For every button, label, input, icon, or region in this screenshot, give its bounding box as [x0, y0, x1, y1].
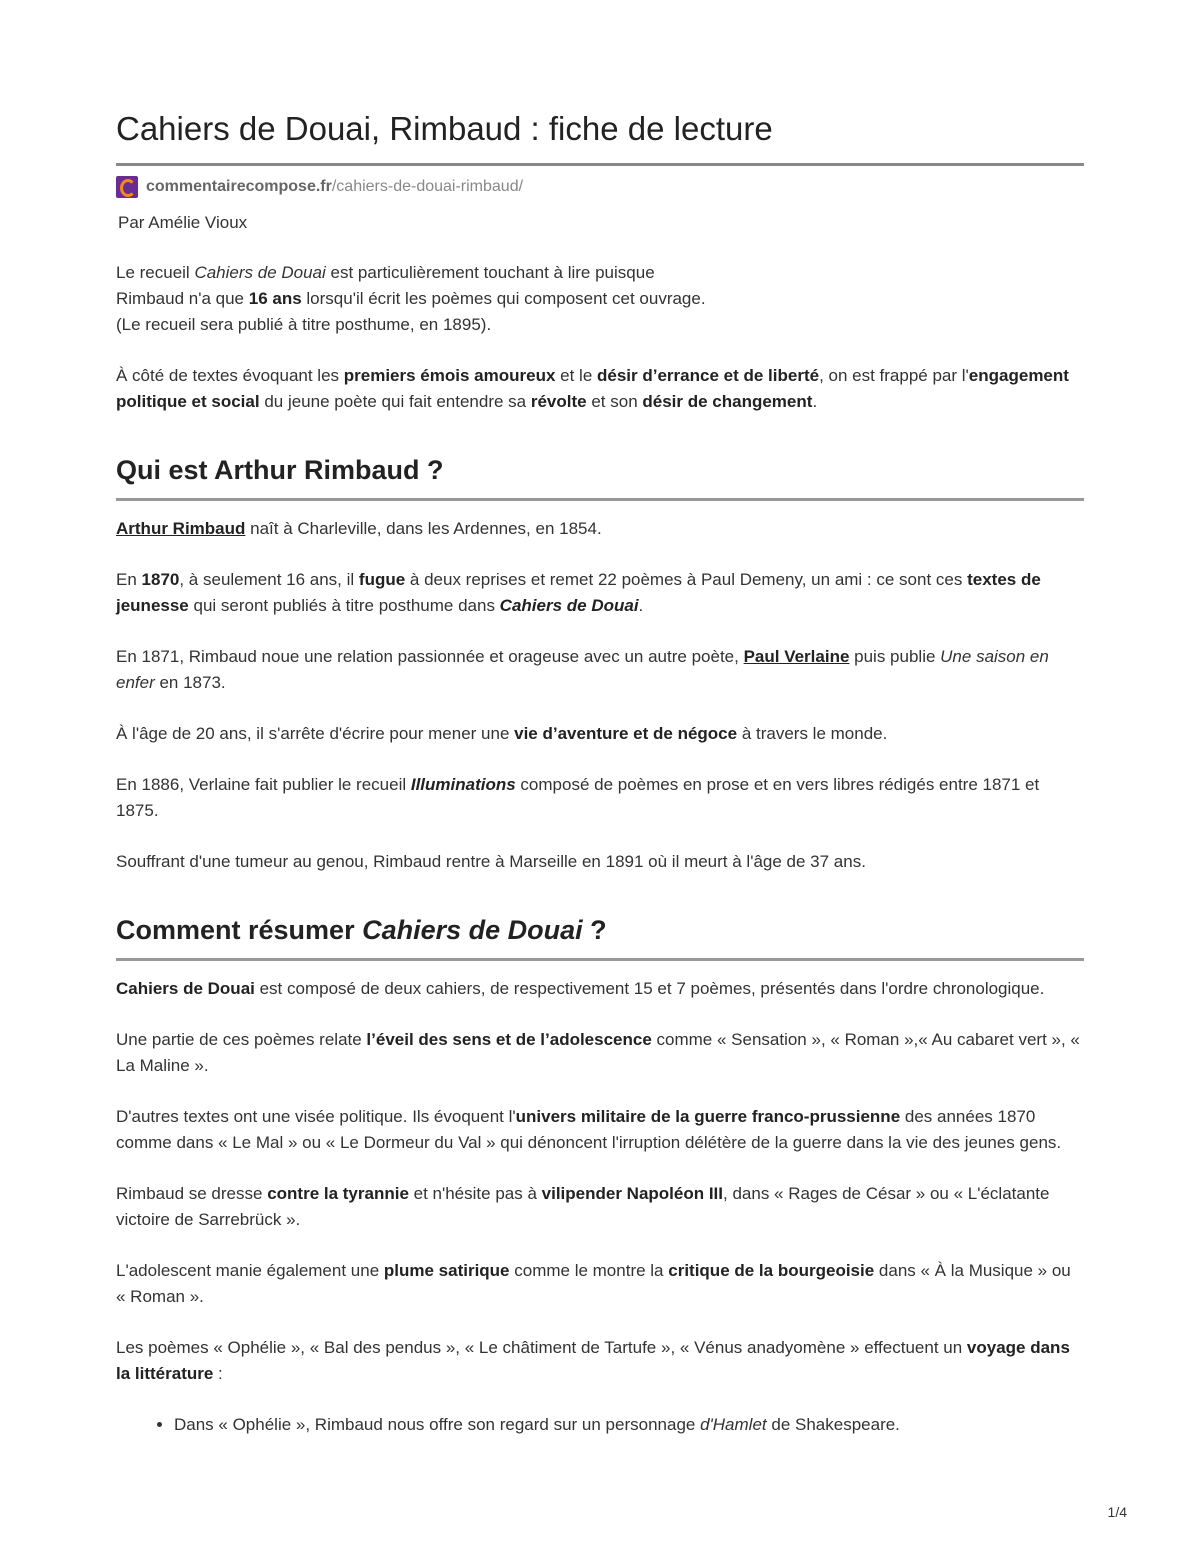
summary-paragraph-3: D'autres textes ont une visée politique. Ils évoquent l'univers militaire de la guerre franco-prussienne des années 1870 comme dans « Le Mal » ou « Le Dormeur du Val » qui dénoncent l'irruption délétère de la guerre dans la vie des jeunes gens. — [116, 1107, 1062, 1153]
summary-paragraph-5: L'adolescent manie également une plume satirique comme le montre la critique de la bourgeoisie dans « À la Musique » ou « Roman ». — [116, 1261, 1071, 1307]
author-byline: Par Amélie Vioux — [118, 212, 248, 232]
paul-verlaine-link[interactable]: Paul Verlaine — [743, 646, 850, 666]
summary-paragraph-4: Rimbaud se dresse contre la tyrannie et n'hésite pas à vilipender Napoléon III, dans « Rages de César » ou « L'éclatante victoire de Sarrebrück ». — [116, 1184, 1050, 1230]
page-title: Cahiers de Douai, Rimbaud : fiche de lecture — [116, 108, 1084, 166]
arthur-rimbaud-link[interactable]: Arthur Rimbaud — [116, 518, 246, 538]
section-heading-summary: Comment résumer Cahiers de Douai ? — [116, 913, 1084, 961]
summary-paragraph-1: Cahiers de Douai est composé de deux cahiers, de respectivement 15 et 7 poèmes, présentés dans l'ordre chronologique. — [116, 979, 1045, 999]
section-heading-biography: Qui est Arthur Rimbaud ? — [116, 453, 1084, 501]
literature-list — [116, 1412, 1084, 1438]
page-number: 1/4 — [1107, 1504, 1127, 1520]
bio-paragraph-4: À l'âge de 20 ans, il s'arrête d'écrire pour mener une vie d’aventure et de négoce à travers le monde. — [116, 723, 888, 743]
list-item: • Dans « Ophélie », Rimbaud nous offre son regard sur un personnage d'Hamlet de Shakespeare. — [174, 1412, 1084, 1438]
bio-paragraph-5: En 1886, Verlaine fait publier le recueil Illuminations composé de poèmes en prose et en vers libres rédigés entre 1871 et 1875. — [116, 774, 1040, 820]
intro-paragraph-1: Le recueil Cahiers de Douai est particulièrement touchant à lire puisque Rimbaud n'a que 16 ans lorsqu'il écrit les poèmes qui composent cet ouvrage. (Le recueil sera publié à titre posthume, en 1895). — [116, 262, 706, 334]
source-line — [116, 174, 1084, 200]
source-domain: commentairecompose.fr — [146, 177, 332, 195]
bio-paragraph-6: Souffrant d'une tumeur au genou, Rimbaud rentre à Marseille en 1891 où il meurt à l'âge de 37 ans. — [116, 851, 866, 871]
source-path: /cahiers-de-douai-rimbaud/ — [331, 177, 524, 195]
bio-paragraph-2: En 1870, à seulement 16 ans, il fugue à deux reprises et remet 22 poèmes à Paul Demeny, un ami : ce sont ces textes de jeunesse qui seront publiés à titre posthume dans Cahiers de Douai. — [116, 569, 1041, 615]
summary-paragraph-2: Une partie de ces poèmes relate l’éveil des sens et de l’adolescence comme « Sensation », « Roman »,« Au cabaret vert », « La Maline ». — [116, 1030, 1080, 1076]
summary-paragraph-6: Les poèmes « Ophélie », « Bal des pendus », « Le châtiment de Tartufe », « Vénus anadyomène » effectuent un voyage dans la littérature : — [116, 1338, 1070, 1384]
commentairecompose-logo-icon — [116, 176, 138, 198]
bio-paragraph-1: Arthur Rimbaud naît à Charleville, dans les Ardennes, en 1854. — [116, 518, 602, 538]
document-page — [116, 108, 1084, 1438]
intro-paragraph-2: À côté de textes évoquant les premiers émois amoureux et le désir d’errance et de liberté, on est frappé par l'engagement politique et social du jeune poète qui fait entendre sa révolte et son désir de changement. — [116, 365, 1069, 411]
bio-paragraph-3: En 1871, Rimbaud noue une relation passionnée et orageuse avec un autre poète, Paul Verlaine puis publie Une saison en enfer en 1873. — [116, 646, 1049, 692]
source-link[interactable] — [146, 178, 523, 196]
